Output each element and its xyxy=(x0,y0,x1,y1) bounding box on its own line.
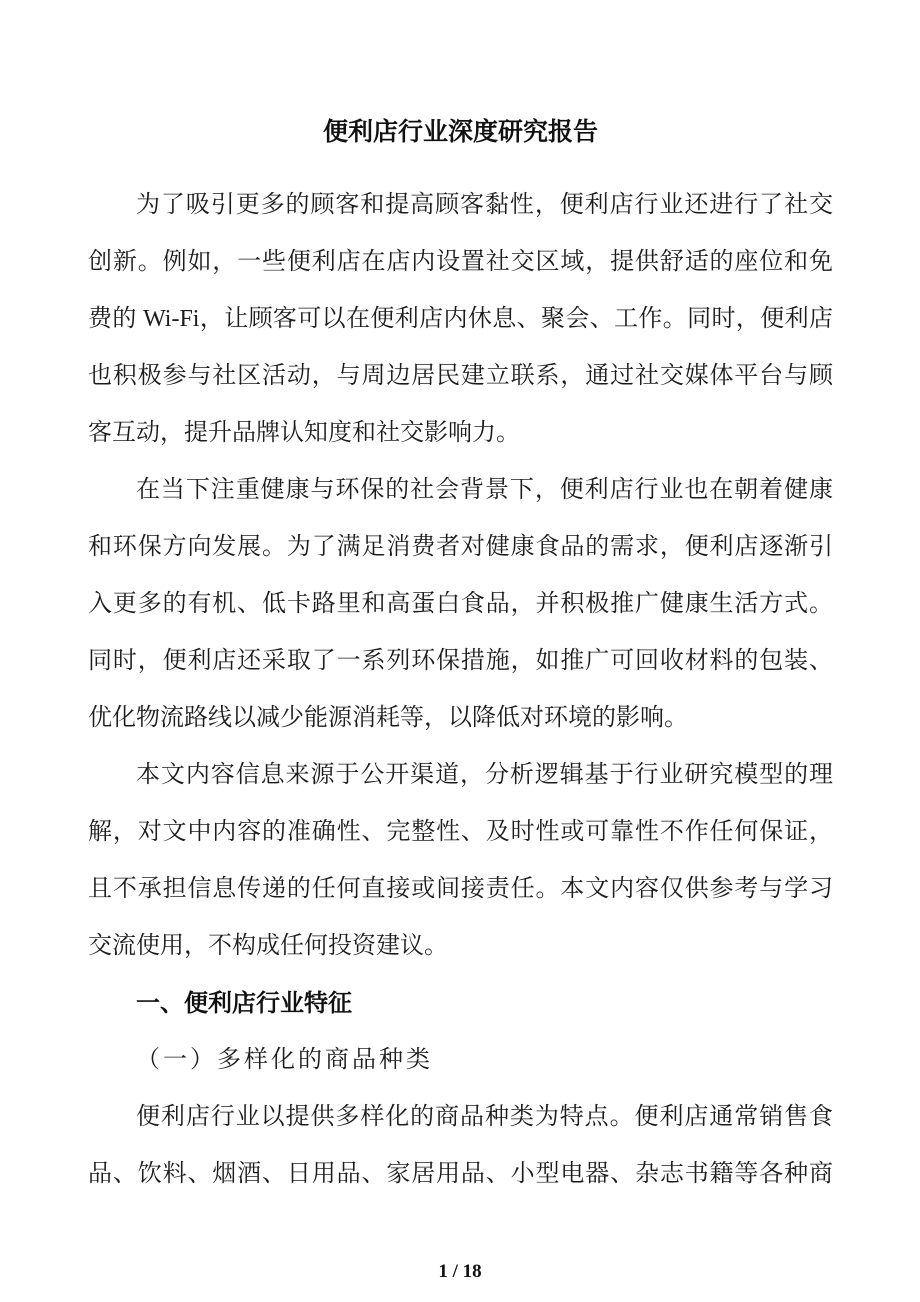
paragraph-line: 便利店行业以提供多样化的商品种类为特点。便利店通常销售食 xyxy=(136,1104,833,1130)
page-footer xyxy=(0,1260,920,1284)
paragraph-line: 也积极参与社区活动，与周边居民建立联系，通过社交媒体平台与顾 xyxy=(88,363,833,389)
paragraph-line: 创新。例如，一些便利店在店内设置社交区域，提供舒适的座位和免 xyxy=(88,249,833,275)
paragraph-line: 且不承担信息传递的任何直接或间接责任。本文内容仅供参考与学习 xyxy=(88,876,833,902)
paragraph xyxy=(88,462,833,747)
paragraph xyxy=(88,747,833,975)
subsection-heading: （一）多样化的商品种类 xyxy=(136,1047,433,1073)
paragraph-line: 优化物流路线以减少能源消耗等，以降低对环境的影响。 xyxy=(88,705,688,731)
paragraph-line: 本文内容信息来源于公开渠道，分析逻辑基于行业研究模型的理 xyxy=(136,762,833,788)
paragraph-line: 费的 Wi-Fi，让顾客可以在便利店内休息、聚会、工作。同时，便利店 xyxy=(88,306,833,332)
paragraph-line: 交流使用，不构成任何投资建议。 xyxy=(88,933,448,959)
page-number: 1 / 18 xyxy=(438,1261,482,1282)
document-content xyxy=(88,104,833,1203)
paragraph-line: 品、饮料、烟酒、日用品、家居用品、小型电器、杂志书籍等各种商 xyxy=(88,1161,833,1187)
paragraph xyxy=(88,177,833,462)
paragraph-line: 和环保方向发展。为了满足消费者对健康食品的需求，便利店逐渐引 xyxy=(88,534,833,560)
paragraph-line: 入更多的有机、低卡路里和高蛋白食品，并积极推广健康生活方式。 xyxy=(88,591,833,617)
document-body xyxy=(88,177,833,1203)
paragraph xyxy=(88,1089,833,1203)
paragraph-line: 同时，便利店还采取了一系列环保措施，如推广可回收材料的包装、 xyxy=(88,648,833,674)
document-title: 便利店行业深度研究报告 xyxy=(322,118,598,146)
paragraph-line: 在当下注重健康与环保的社会背景下，便利店行业也在朝着健康 xyxy=(136,477,833,503)
paragraph-line: 为了吸引更多的顾客和提高顾客黏性，便利店行业还进行了社交 xyxy=(136,192,833,218)
paragraph-line: 客互动，提升品牌认知度和社交影响力。 xyxy=(88,420,520,446)
paragraph-line: 解，对文中内容的准确性、完整性、及时性或可靠性不作任何保证， xyxy=(88,819,833,845)
section-heading: 一、便利店行业特征 xyxy=(136,990,352,1017)
